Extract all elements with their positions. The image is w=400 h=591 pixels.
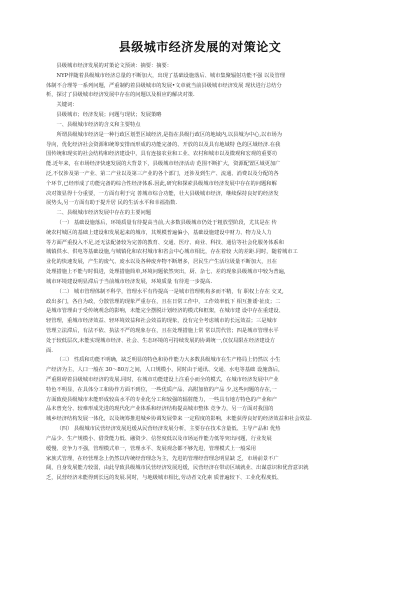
text-line: 面. bbox=[46, 347, 53, 354]
text-line: 城乡经济结构发展一体化，以及统筹推进城乡协调发展带来 一定程度的影响，未能获得良好的经济效益和社会效益. bbox=[46, 416, 312, 423]
text-line: （三） 性质和功能不明确，缺乏明显的特色和协作能力大多数县级城市在生产格局上仍然以 小生 bbox=[56, 357, 281, 364]
text-line: 政出多门，各自为政，分散管理的现象严重存在，且在日常工作中，工作效率低下 相互推诿·扯皮；二 bbox=[46, 298, 281, 305]
text-line: 关键词： bbox=[56, 102, 78, 109]
text-line: 处于较低层次,未能实现城市经济、社会、生态环境的可持续发展的协调统一,仅仅局限在经济建设方 bbox=[46, 337, 276, 344]
text-line: 是城市管理由于受传统观念的影响，未能完全摆脱计划经济的模式和框架，在城市建 设中存在重建设、 bbox=[46, 308, 284, 315]
text-line: 乏，民营经济未能得到长远的发展.同时，与地级城市相比,劳动者文化素 质普遍较下、工业化程度低、 bbox=[46, 475, 283, 482]
text-line: 县级城市经济发展的对策论文预读：摘要：摘要： bbox=[56, 63, 172, 69]
text-line: 能.近年来，在市场经济快速发展的大背景下，县级城市经济活动 范围不断扩大，资源配置区域更加广 bbox=[46, 161, 281, 168]
text-line: NYP伴随着县级城市经济总量的不断加大，出现了基础设施落后、城市集聚辐射功能不强 以及管理 bbox=[56, 72, 286, 79]
text-line: 县级城市；经济发展；问题与现状；发展策略 bbox=[56, 112, 162, 119]
document-body bbox=[46, 62, 358, 484]
text-line: 统农村城区的基础上建设和发展起来的城市，其规模普遍偏小，基础设施建设中财力、物力及人力 bbox=[46, 229, 272, 236]
text-line: 品未曾充分、较难形成先进的现代化产业体系和经济结构提高城市整体 竞争力，另一方面对我国的 bbox=[46, 406, 274, 413]
text-line: 处理措施上不能与时俱进，处理措施简单,环境问题依然突出，厨、杂七、差的现象县级城市中较为普遍, bbox=[46, 269, 286, 276]
text-line: 体制不合理等一系列问题，严重制约着县级城市的发展•文章就当前县级城市经济发展 现状进行总结分 bbox=[46, 82, 282, 89]
text-line: 城镇供水、供电等基础设施,与城镇化和农村城市和省会中心城市相比，存在着较 大的差距.同时，随着城市工 bbox=[46, 249, 298, 256]
text-line: 泛,不仅涉及第一产业、第二产业以及第三产业的各个部门，还涉及到生产、流通、消费以及分配的各 bbox=[46, 170, 279, 177]
text-line: 缓慢、竞争力不强，管理模式单一，管理水平、发展观念都不够先进，管理模式上一般采用 bbox=[46, 445, 256, 452]
text-line: 阔，自身发展能力较弱，由此导致县级城市民营经济发展迟缓，民营经济在带动区域就业、出谋意识和优营意识就 bbox=[46, 465, 309, 472]
text-line: 严重阻碍着县级城市经济的发展.同时，在城市功能建设上注重小而全的模式，在城市经济发展中产业 bbox=[46, 377, 279, 383]
text-line: 所谓县级城市经济是一种行政区划型区域经济,是指在县级行政区的地域内,以县城为中心,以市场为 bbox=[56, 131, 283, 138]
text-line: （一） 基础设施落后，环境质量有待提高当前,大多数县级城市仍处于粗放型阶段，尤其是在 传 bbox=[56, 220, 277, 226]
text-line: 管理立法滞后，有法不依、执法不严的现象存在，且在处理措施上常 常以罚代管；四是城市管理水平 bbox=[46, 327, 279, 334]
text-line: 析，探讨了县级城市经济发展中存在的问题以及相应的解决对策. bbox=[46, 92, 195, 99]
text-line: 方面致使县级城市未能形成较高水平的专业化分工和较强的辐射能力，一些具有地方特色的产业和产 bbox=[46, 396, 277, 403]
text-line: 家族式管理，在经营理念上仍然以传统经营理念为主，先进的管理经营理念明显缺 乏，市场前景不广 bbox=[46, 455, 279, 462]
text-line: 特色不明显，在具体分工和协作方面不到位，一些优质产品、高附加值的产品 少,这些问题的存在,一 bbox=[46, 386, 277, 393]
text-line: 展势头,另一方面有助于提升居 民的生活水平和幸福指数. bbox=[46, 200, 178, 207]
text-line: 二、县级城市经济发展中存在的主要问题 bbox=[56, 210, 151, 217]
text-line: 城市环境建设明显滞后于当前城市经济发展，环境质量 有待进一步提高. bbox=[46, 278, 213, 285]
text-line: 导向，优化经济社会资源和统筹安排而形成的功能完备的、开放的以及具有地域特 色的区域经济.在我 bbox=[46, 141, 281, 148]
text-line: 等方面严重投入不足,还无法配备较为完善的教育、交通、医疗、商业、科技、通信等社会化服务体系和 bbox=[46, 239, 284, 246]
document-title: 县级城市经济发展的对策论文 bbox=[118, 40, 282, 54]
text-line: 业化的快速发展，产生的废气、废水以及各种废弃物不断增多，居民生产生活垃圾量不断加大，且在 bbox=[46, 259, 277, 266]
text-line: 个环节,已经形成了功能完备的综合性经济体系.因此,研究和探索县级城市经济发展中存在的问题和解 bbox=[46, 180, 277, 187]
text-line: （二） 城市管理体制不科学，管理水平有待提高一是城市管理机构多而不精，有 职权上存在 交叉, bbox=[56, 288, 284, 295]
text-line: 产经济为主，人口一般在 30～80万之间，人口规模小，同时由于通讯、交通、水电等基础 设施落后， bbox=[46, 367, 284, 374]
text-line: （四） 县级城市民营经济发展迟缓从民营经济发展分析，主要存在技术含量低、主导产品和 优热 bbox=[56, 426, 281, 433]
text-line: 产品少、生产规模小、借贷能力低、融资少、信誉度低以及市场运作能力低等突出问题，行业发展 bbox=[46, 435, 272, 442]
text-line: 一、县级城市经济的含义和主要特点 bbox=[56, 121, 141, 128]
text-line: 决对策显得十分重要，一方面有利于完 善城市综合功能，壮大县级城市经济，继续保持良好的经济发 bbox=[46, 190, 279, 197]
text-line: 国传统和现实的社会结构和经济建设中，具有连接农业和工业、农村和城市以及微观和宏观的重要功 bbox=[46, 151, 277, 158]
text-line: 轻管理，重城市经济效益、轻环境效益和社会效益的现象，没有完全考虑城市的长远效益；三是城市 bbox=[46, 318, 277, 325]
